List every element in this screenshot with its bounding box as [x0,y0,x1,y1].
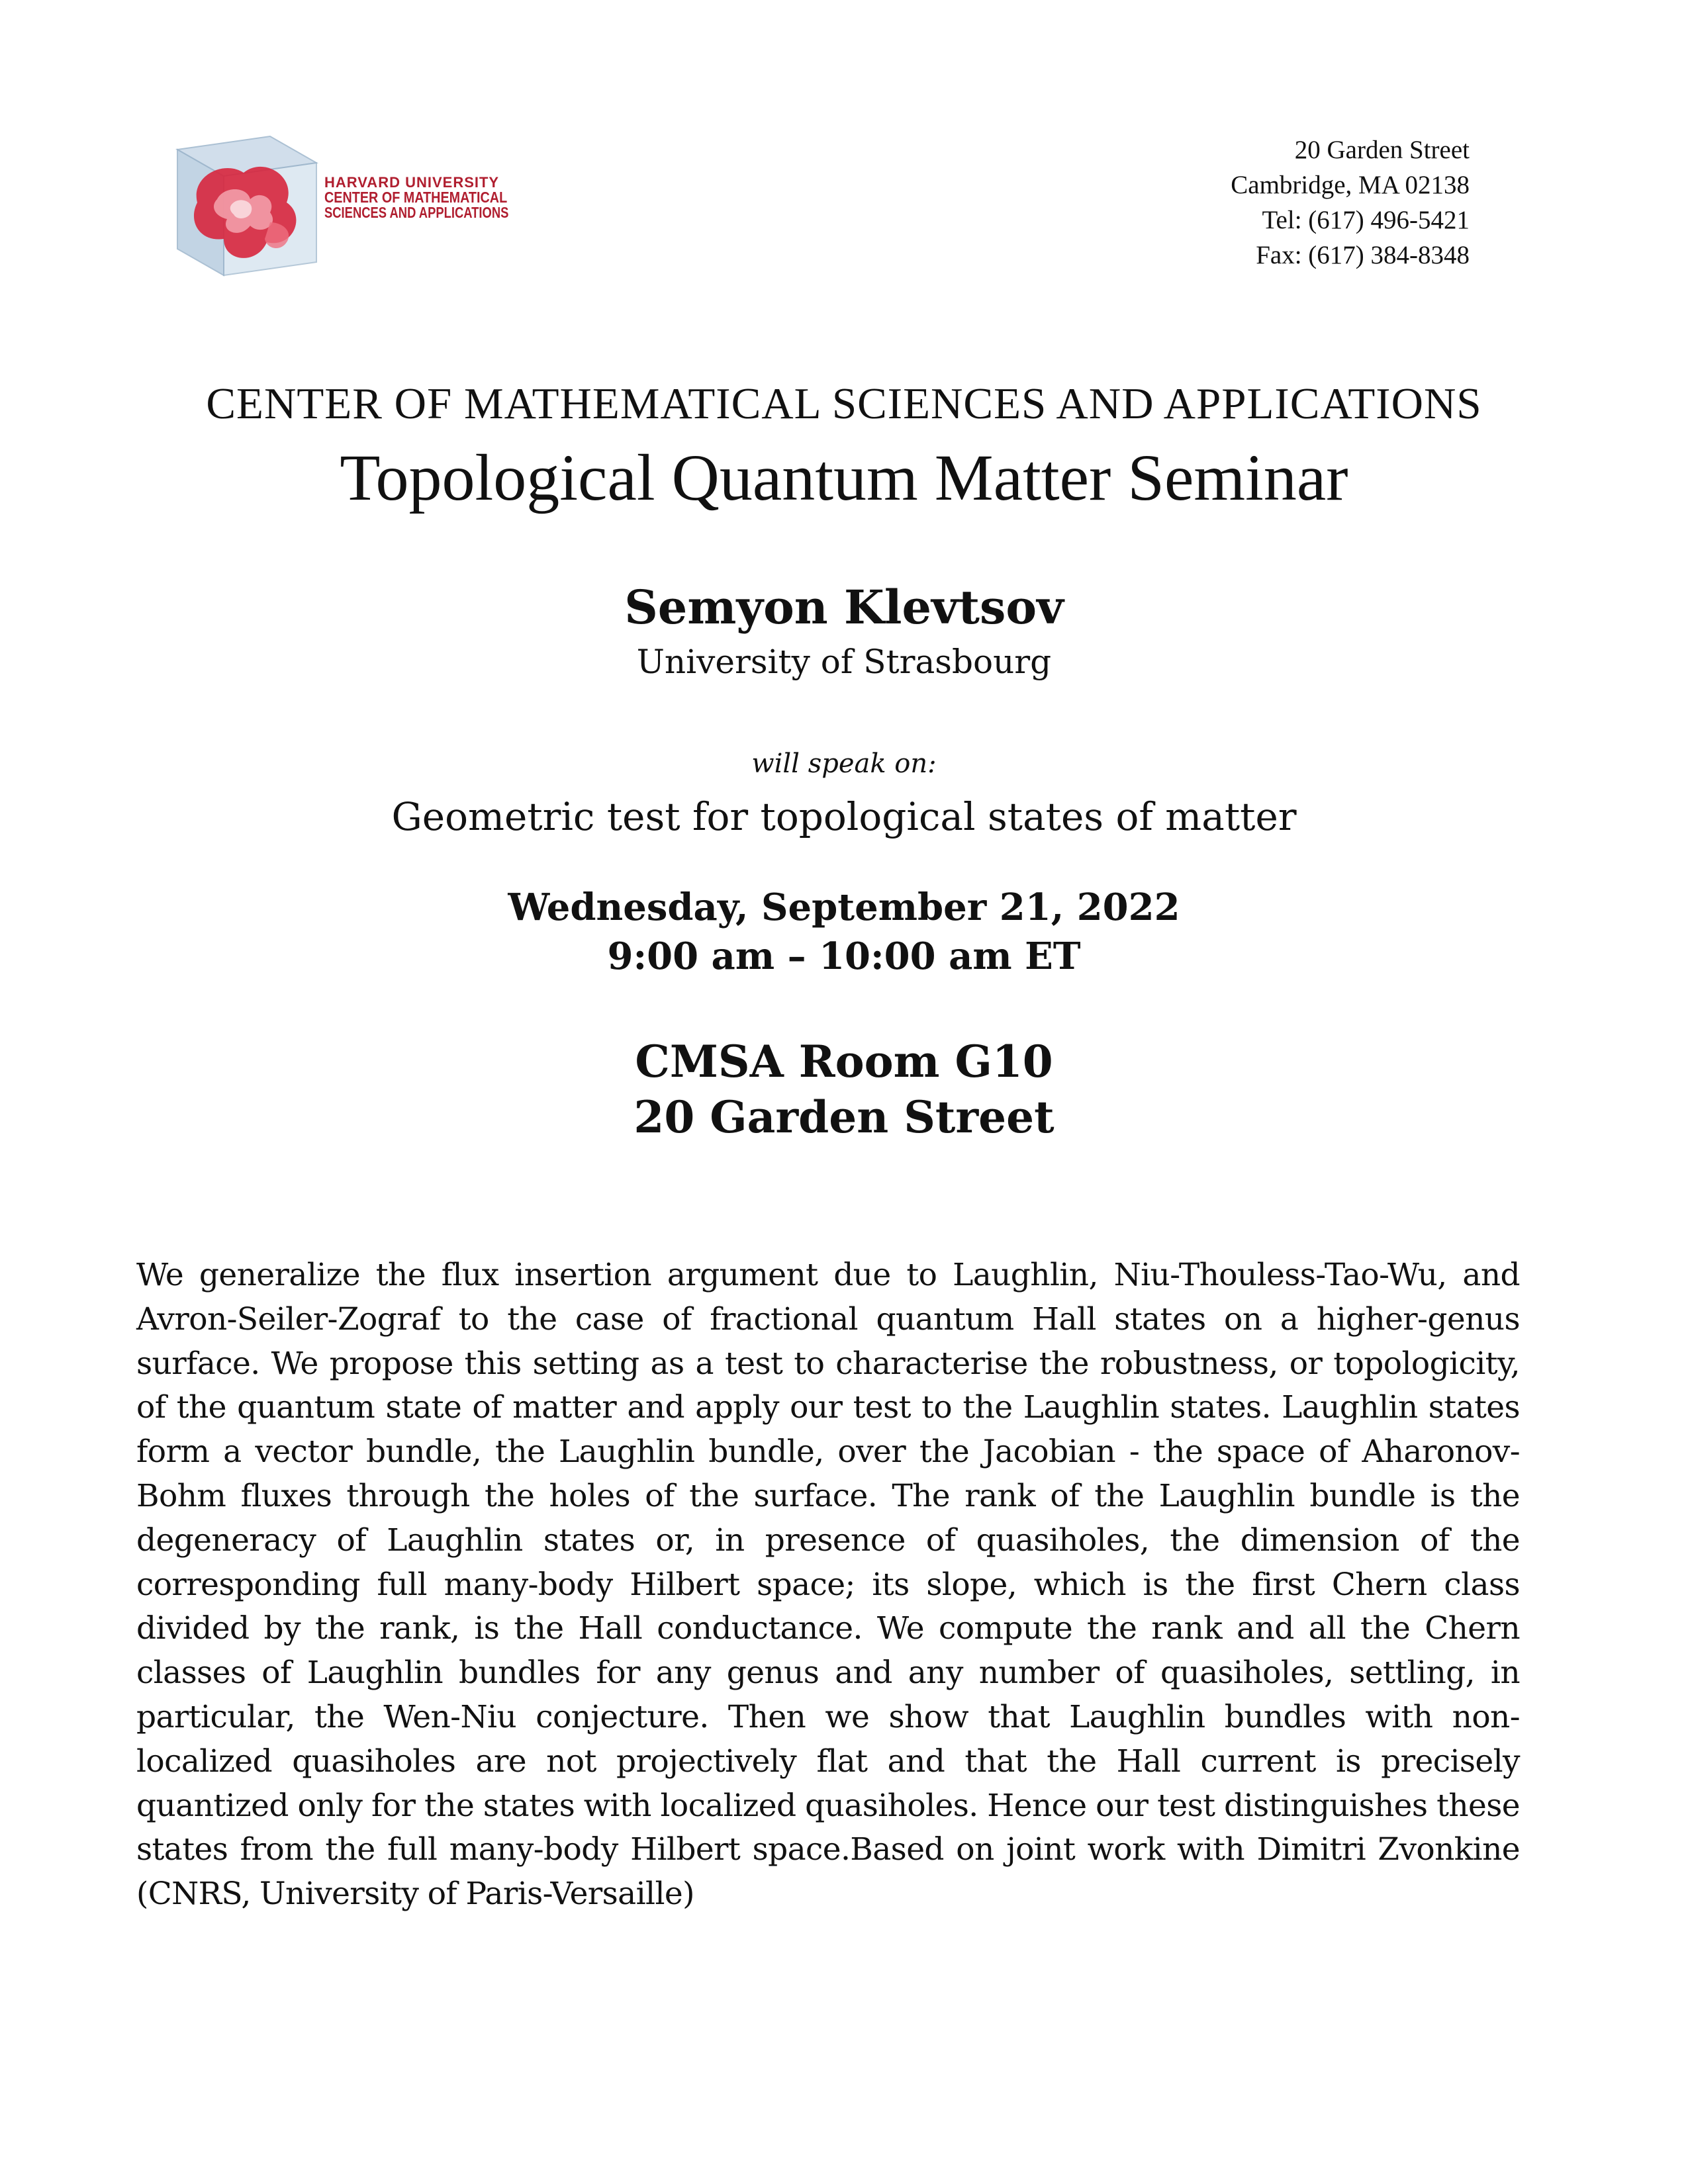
event-room: CMSA Room G10 [635,1036,1053,1087]
event-time: 9:00 am – 10:00 am ET [607,934,1081,978]
cube-logo-icon [171,123,323,282]
speaker-name: Semyon Klevtsov [624,580,1064,635]
logo-line-2: CENTER OF MATHEMATICAL [324,189,508,206]
event-date: Wednesday, September 21, 2022 [508,886,1180,929]
contact-address [1231,132,1470,273]
address-tel: Tel: (617) 496-5421 [1262,206,1470,234]
logo-text [324,175,555,220]
speaker-affiliation: University of Strasbourg [636,643,1052,681]
seminar-title: Topological Quantum Matter Seminar [340,441,1348,514]
address-city: Cambridge, MA 02138 [1231,171,1470,199]
address-fax: Fax: (617) 384-8348 [1256,241,1470,269]
event-street: 20 Garden Street [633,1091,1055,1143]
address-street: 20 Garden Street [1294,136,1470,164]
abstract-text: We generalize the flux insertion argument due to Laughlin, Niu-Thouless-Tao-Wu, and Avron-Seiler-Zograf to the case of fractional quantum Hall states on a higher-genus surface. We propose this setting as a test to characterise the robustness, or topologicity, of the quantum state of matter and apply our test to the Laughlin states. Laughlin states form a vector bundle, the Laughlin bundle, over the Jacobian - the space of Aharonov-Bohm fluxes through the holes of the surface. The rank of the Laughlin bundle is the degeneracy of Laughlin states or, in presence of quasiholes, the dimension of the corresponding full many-body Hilbert space; its slope, which is the first Chern class divided by the rank, is the Hall conductance. We compute the rank and all the Chern classes of Laughlin bundles for any genus and any number of quasiholes, settling, in particular, the Wen-Niu conjecture. Then we show that Laughlin bundles with non-localized quasiholes are not projectively flat and that the Hall current is precisely quantized only for the states with localized quasiholes. Hence our test distinguishes these states from the full many-body Hilbert space.Based on joint work with Dimitri Zvonkine (CNRS, University of Paris-Versaille) [136,1257,1520,1913]
cmsa-logo [171,123,541,282]
logo-line-3: SCIENCES AND APPLICATIONS [324,204,509,221]
logo-line-1: HARVARD UNIVERSITY [324,174,500,191]
center-name-heading: CENTER OF MATHEMATICAL SCIENCES AND APPLICATIONS [206,379,1482,428]
will-speak-label: will speak on: [751,749,937,779]
talk-title: Geometric test for topological states of matter [391,794,1297,839]
